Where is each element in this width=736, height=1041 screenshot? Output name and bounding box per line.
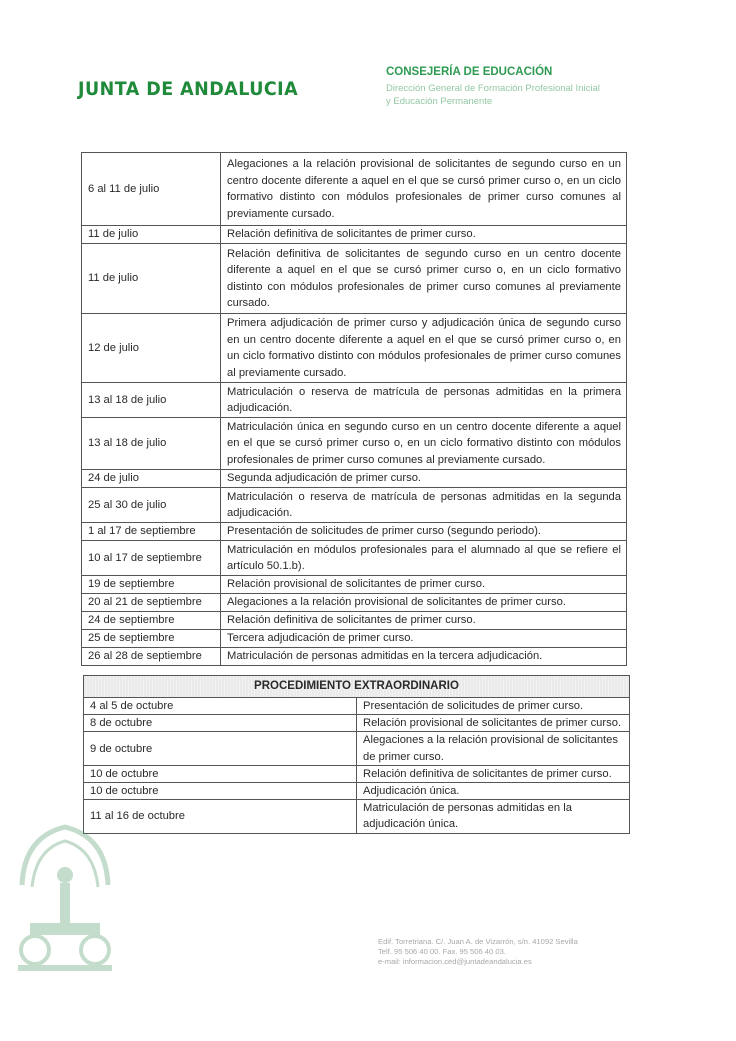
row-description: Alegaciones a la relación provisional de solicitantes de primer curso. bbox=[221, 594, 627, 612]
table-row bbox=[84, 765, 630, 782]
direccion-general bbox=[386, 82, 626, 108]
row-description: Alegaciones a la relación provisional de solicitantes de segundo curso en un centro docente diferente a aquel en el que se cursó primer curso o, en un ciclo formativo distinto con módulos profesionales de primer curso comunes al previamente cursado. bbox=[221, 153, 627, 226]
table-row bbox=[82, 594, 627, 612]
table-row bbox=[82, 576, 627, 594]
table-row bbox=[82, 612, 627, 630]
table-row bbox=[82, 523, 627, 541]
table-row bbox=[82, 648, 627, 666]
row-date: 12 de julio bbox=[82, 314, 221, 383]
table-row bbox=[84, 783, 630, 800]
row-description: Relación definitiva de solicitantes de segundo curso en un centro docente diferente a aquel en el que se cursó primer curso o, en un ciclo formativo distinto con módulos profesionales de primer curso comunes al previamente cursado. bbox=[221, 244, 627, 314]
junta-andalucia-seal-icon bbox=[10, 815, 120, 975]
row-date: 4 al 5 de octubre bbox=[84, 698, 357, 715]
row-date: 6 al 11 de julio bbox=[82, 153, 221, 226]
table-row bbox=[82, 541, 627, 576]
row-description: Matriculación o reserva de matrícula de personas admitidas en la primera adjudicación. bbox=[221, 383, 627, 418]
row-date: 10 de octubre bbox=[84, 765, 357, 782]
direccion-line-2: y Educación Permanente bbox=[386, 96, 493, 107]
section-title: PROCEDIMIENTO EXTRAORDINARIO bbox=[84, 676, 630, 698]
row-description: Matriculación de personas admitidas en la tercera adjudicación. bbox=[221, 648, 627, 666]
extraordinary-procedure-table bbox=[83, 675, 630, 834]
footer-address bbox=[378, 937, 588, 967]
row-description: Adjudicación única. bbox=[357, 783, 630, 800]
row-date: 24 de septiembre bbox=[82, 612, 221, 630]
direccion-line-1: Dirección General de Formación Profesional Inicial bbox=[386, 83, 600, 94]
row-description: Relación definitiva de solicitantes de primer curso. bbox=[357, 765, 630, 782]
row-date: 25 al 30 de julio bbox=[82, 488, 221, 523]
row-description: Tercera adjudicación de primer curso. bbox=[221, 630, 627, 648]
row-description: Matriculación única en segundo curso en un centro docente diferente a aquel en el que se cursó primer curso o, en un ciclo formativo distinto con módulos profesionales de primer curso comunes al previamente cursado. bbox=[221, 418, 627, 470]
table-row bbox=[82, 418, 627, 470]
table-row bbox=[82, 630, 627, 648]
row-description: Relación definitiva de solicitantes de primer curso. bbox=[221, 226, 627, 244]
row-description: Matriculación o reserva de matrícula de personas admitidas en la segunda adjudicación. bbox=[221, 488, 627, 523]
table-row bbox=[84, 715, 630, 732]
row-date: 10 al 17 de septiembre bbox=[82, 541, 221, 576]
address-line-2: Telf. 95 506 40 00. Fax. 95 506 40 03. bbox=[378, 947, 506, 956]
row-date: 10 de octubre bbox=[84, 783, 357, 800]
row-date: 13 al 18 de julio bbox=[82, 418, 221, 470]
row-date: 25 de septiembre bbox=[82, 630, 221, 648]
row-date: 1 al 17 de septiembre bbox=[82, 523, 221, 541]
row-description: Matriculación en módulos profesionales para el alumnado al que se refiere el artículo 50.1.b). bbox=[221, 541, 627, 576]
table-row bbox=[84, 800, 630, 833]
table-row bbox=[84, 732, 630, 765]
row-description: Relación definitiva de solicitantes de primer curso. bbox=[221, 612, 627, 630]
row-description: Primera adjudicación de primer curso y adjudicación única de segundo curso en un centro docente diferente a aquel en el que se cursó primer curso o, en un ciclo formativo distinto con módulos profesionales de primer curso comunes al previamente cursado. bbox=[221, 314, 627, 383]
row-date: 11 de julio bbox=[82, 244, 221, 314]
consejeria-title: CONSEJERÍA DE EDUCACIÓN bbox=[386, 66, 553, 78]
row-date: 13 al 18 de julio bbox=[82, 383, 221, 418]
row-date: 20 al 21 de septiembre bbox=[82, 594, 221, 612]
row-description: Segunda adjudicación de primer curso. bbox=[221, 470, 627, 488]
row-date: 8 de octubre bbox=[84, 715, 357, 732]
row-description: Presentación de solicitudes de primer curso. bbox=[357, 698, 630, 715]
row-date: 24 de julio bbox=[82, 470, 221, 488]
address-line-3: e-mail: informacion.ced@juntadeandalucia.es bbox=[378, 957, 532, 966]
row-date: 11 al 16 de octubre bbox=[84, 800, 357, 833]
row-date: 26 al 28 de septiembre bbox=[82, 648, 221, 666]
table-row bbox=[82, 383, 627, 418]
table-row bbox=[82, 470, 627, 488]
table-header-row bbox=[84, 676, 630, 698]
row-description: Relación provisional de solicitantes de primer curso. bbox=[357, 715, 630, 732]
table-row bbox=[82, 314, 627, 383]
row-date: 11 de julio bbox=[82, 226, 221, 244]
row-date: 19 de septiembre bbox=[82, 576, 221, 594]
table-row bbox=[82, 488, 627, 523]
row-description: Presentación de solicitudes de primer curso (segundo periodo). bbox=[221, 523, 627, 541]
table-row bbox=[82, 244, 627, 314]
row-description: Matriculación de personas admitidas en la adjudicación única. bbox=[357, 800, 630, 833]
junta-andalucia-logo: JUNTA DE ANDALUCIA bbox=[78, 78, 299, 100]
schedule-table bbox=[81, 152, 627, 666]
table-row bbox=[82, 153, 627, 226]
row-description: Alegaciones a la relación provisional de solicitantes de primer curso. bbox=[357, 732, 630, 765]
address-line-1: Edif. Torretriana. C/. Juan A. de Vizarrón, s/n. 41092 Sevilla bbox=[378, 937, 578, 946]
row-date: 9 de octubre bbox=[84, 732, 357, 765]
row-description: Relación provisional de solicitantes de primer curso. bbox=[221, 576, 627, 594]
table-row bbox=[84, 698, 630, 715]
table-row bbox=[82, 226, 627, 244]
